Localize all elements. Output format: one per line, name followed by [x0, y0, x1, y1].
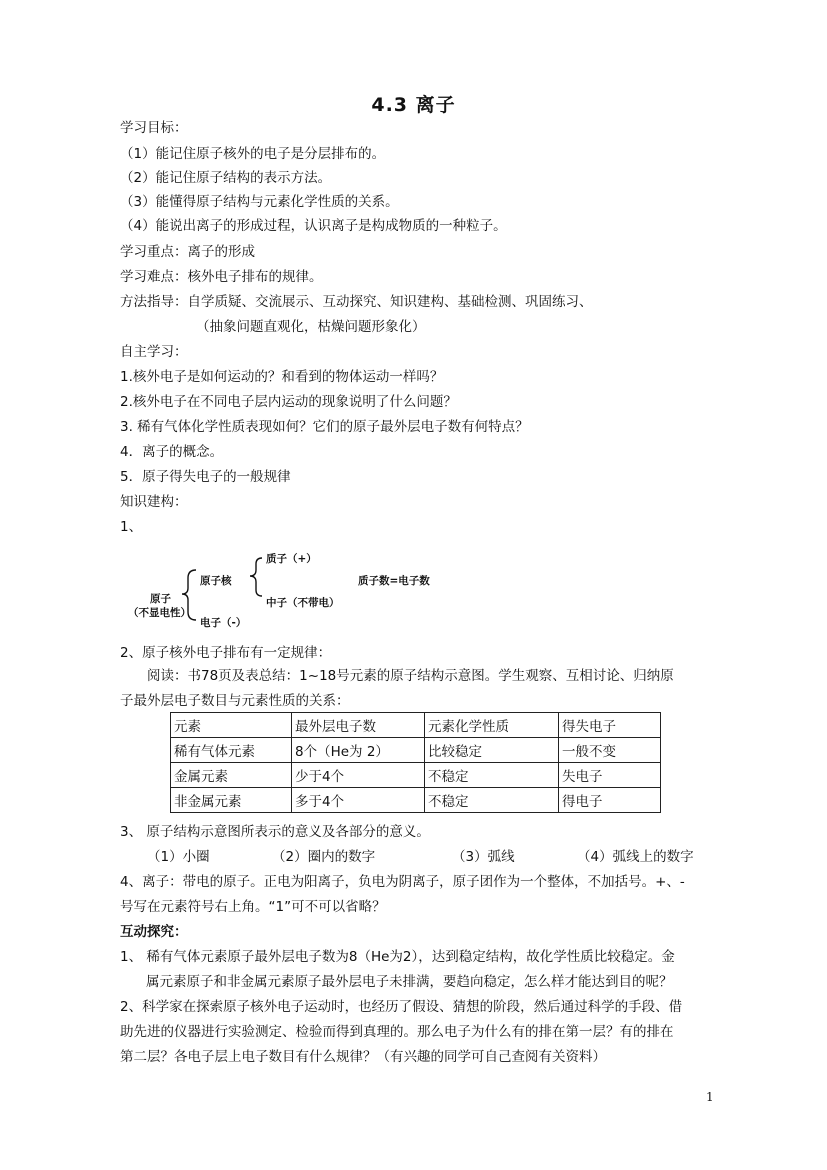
interactive-p2-line-3: 第二层？各电子层上电子数目有什么规律？（有兴趣的同学可自己查阅有关资料）	[120, 1049, 606, 1065]
knowledge-item-2: 2、原子核外电子排布有一定规律：	[120, 645, 332, 661]
knowledge-item-1: 1、	[120, 519, 143, 535]
table-cell: 失电子	[559, 763, 661, 788]
page-number: 1	[706, 1090, 714, 1104]
knowledge-item-4-line-2: 号写在元素符号右上角。“1”可不可以省略？	[120, 899, 386, 915]
key-point: 学习重点：离子的形成	[120, 244, 255, 260]
table-cell: 比较稳定	[425, 738, 559, 763]
interactive-p2-line-2: 助先进的仪器进行实验测定、检验而得到真理的。那么电子为什么有的排在第一层？有的排在	[120, 1024, 674, 1040]
table-cell: 一般不变	[559, 738, 661, 763]
table-row	[171, 788, 661, 813]
table-header-cell: 得失电子	[559, 713, 661, 738]
interactive-p1-line-1: 1、 稀有气体元素原子最外层电子数为8（He为2），达到稳定结构，故化学性质比较稳定。金	[120, 949, 675, 965]
atom-structure-diagram	[120, 548, 460, 633]
table-cell: 金属元素	[171, 763, 292, 788]
diagram-proton: 质子（+）	[266, 553, 317, 565]
knowledge-heading: 知识建构：	[120, 494, 188, 510]
table-header-cell: 元素化学性质	[425, 713, 559, 738]
objective-item-2: （2）能记住原子结构的表示方法。	[120, 170, 332, 186]
knowledge-item-3: 3、 原子结构示意图所表示的意义及各部分的意义。	[120, 824, 430, 840]
diagram-neutron: 中子（不带电）	[266, 597, 340, 609]
interactive-heading: 互动探究：	[120, 924, 188, 940]
element-properties-table	[170, 712, 661, 813]
item3-part-4: （4）弧线上的数字	[577, 849, 694, 865]
table-cell: 8个（He为 2）	[292, 738, 425, 763]
diagram-neutral: （不显电性）	[128, 607, 191, 619]
table-header-cell: 最外层电子数	[292, 713, 425, 738]
self-study-item-1: 1.核外电子是如何运动的？和看到的物体运动一样吗？	[120, 369, 444, 385]
self-study-item-5: 5．原子得失电子的一般规律	[120, 469, 291, 485]
interactive-p2-line-1: 2、科学家在探索原子核外电子运动时，也经历了假设、猜想的阶段，然后通过科学的手段、借	[120, 999, 683, 1015]
knowledge-item-4-line-1: 4、离子：带电的原子。正电为阳离子，负电为阴离子，原子团作为一个整体，不加括号。+、-	[120, 874, 685, 890]
reading-line-2: 子最外层电子数目与元素性质的关系：	[120, 693, 350, 709]
objective-item-3: （3）能懂得原子结构与元素化学性质的关系。	[120, 194, 399, 210]
table-header-cell: 元素	[171, 713, 292, 738]
method-line-1: 方法指导：自学质疑、交流展示、互动探究、知识建构、基础检测、巩固练习、	[120, 294, 593, 310]
table-cell: 得电子	[559, 788, 661, 813]
table-cell: 非金属元素	[171, 788, 292, 813]
table-row	[171, 763, 661, 788]
self-study-heading: 自主学习：	[120, 344, 188, 360]
method-line-2: （抽象问题直观化，枯燥问题形象化）	[196, 319, 426, 335]
reading-line-1: 阅读：书78页及表总结：1~18号元素的原子结构示意图。学生观察、互相讨论、归纳原	[147, 668, 674, 684]
diagram-electron: 电子（-）	[200, 617, 247, 629]
item3-part-3: （3）弧线	[452, 849, 515, 865]
interactive-p1-line-2: 属元素原子和非金属元素原子最外层电子未排满，要趋向稳定，怎么样才能达到目的呢？	[146, 974, 673, 990]
objective-item-4: （4）能说出离子的形成过程，认识离子是构成物质的一种粒子。	[120, 218, 507, 234]
diagram-nucleus: 原子核	[200, 575, 232, 587]
difficulty: 学习难点：核外电子排布的规律。	[120, 269, 323, 285]
self-study-item-2: 2.核外电子在不同电子层内运动的现象说明了什么问题？	[120, 394, 457, 410]
table-cell: 不稳定	[425, 788, 559, 813]
table-cell: 稀有气体元素	[171, 738, 292, 763]
table-cell: 不稳定	[425, 763, 559, 788]
table-cell: 少于4个	[292, 763, 425, 788]
table-cell: 多于4个	[292, 788, 425, 813]
self-study-item-4: 4．离子的概念。	[120, 444, 224, 460]
page-title: 4.3 离子	[371, 94, 456, 116]
table-header-row	[171, 713, 661, 738]
item3-part-1: （1）小圈	[147, 849, 210, 865]
objective-item-1: （1）能记住原子核外的电子是分层排布的。	[120, 146, 386, 162]
objectives-heading: 学习目标：	[120, 120, 188, 136]
table-row	[171, 738, 661, 763]
self-study-item-3: 3. 稀有气体化学性质表现如何？它们的原子最外层电子数有何特点？	[120, 419, 529, 435]
diagram-equation: 质子数=电子数	[358, 575, 430, 587]
diagram-atom: 原子	[150, 593, 171, 605]
item3-part-2: （2）圈内的数字	[272, 849, 376, 865]
